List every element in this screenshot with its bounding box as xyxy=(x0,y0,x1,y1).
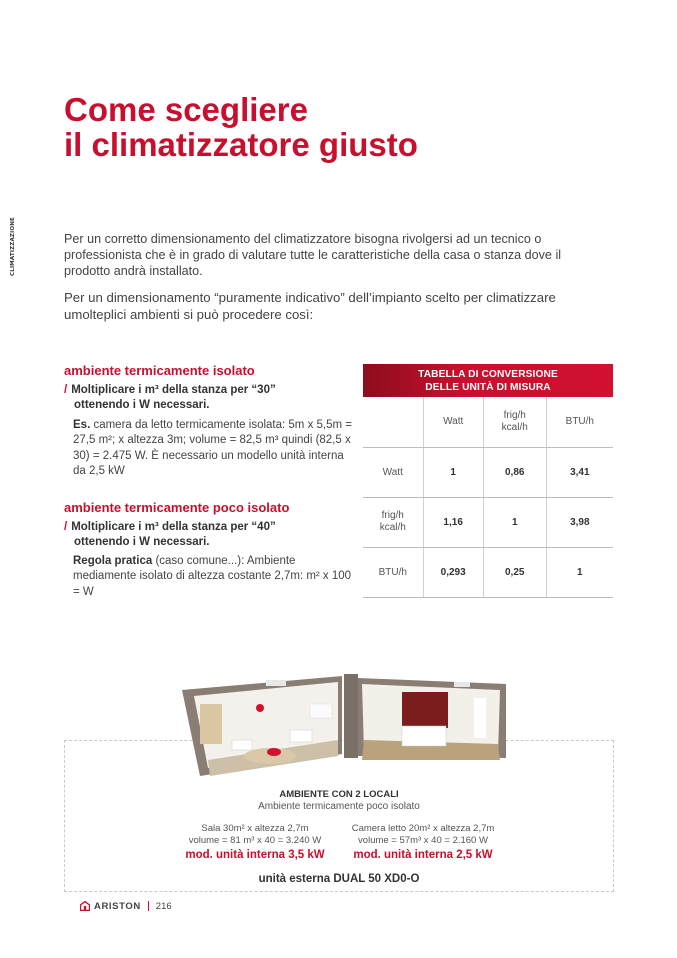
brand-name: ARISTON xyxy=(94,900,141,912)
table-cell: 1 xyxy=(546,547,613,597)
section1-rule-line2: ottenendo i W necessari. xyxy=(74,399,210,411)
title-line2-bold: climatizzatore giusto xyxy=(91,126,418,163)
section2-rule-line2: ottenendo i W necessari. xyxy=(74,536,210,548)
slash-marker: / xyxy=(64,521,68,533)
side-section-label: CLIMATIZZAZIONE xyxy=(10,217,16,276)
table-row xyxy=(363,447,613,497)
table-cell: 0,86 xyxy=(483,447,546,497)
indoor-unit-icon xyxy=(266,680,286,686)
section1-note-text: camera da letto termicamente isolata: 5m x 5,5m = 27,5 m²; x altezza 3m; volume = 82,5 m³ quindi (82,5 x 30) = 2.475 W. È necessario un modello unità interna da 2,5 kW xyxy=(73,419,353,478)
column-header: Watt xyxy=(423,397,483,447)
row-label: BTU/h xyxy=(363,547,423,597)
room-illustration xyxy=(170,668,522,780)
table-row xyxy=(363,497,613,547)
table-corner-cell xyxy=(363,397,423,447)
table-header-row xyxy=(363,397,613,447)
table-cell: 1,16 xyxy=(423,497,483,547)
row-label: frig/h kcal/h xyxy=(363,497,423,547)
column-header: frig/h kcal/h xyxy=(483,397,546,447)
column-header: BTU/h xyxy=(546,397,613,447)
conversion-table xyxy=(363,397,613,598)
table-cell: 0,293 xyxy=(423,547,483,597)
left-line1: Sala 30m² x altezza 2,7m xyxy=(201,823,309,834)
example-right-column xyxy=(338,823,508,861)
left-model: mod. unità interna 3,5 kW xyxy=(185,849,325,861)
section1-rule-line1: Moltiplicare i m³ della stanza per “30” xyxy=(71,384,276,396)
section2-note xyxy=(73,554,358,600)
section2-rule xyxy=(64,520,354,550)
section1-rule xyxy=(64,383,354,413)
table-cell: 0,25 xyxy=(483,547,546,597)
intro-paragraph-1: Per un corretto dimensionamento del climatizzatore bisogna rivolgersi ad un tecnico o professionista che è in grado di valutare tutte le caratteristiche della casa o stanza dove il prodotto andrà installato. xyxy=(64,232,562,279)
right-model: mod. unità interna 2,5 kW xyxy=(353,849,493,861)
conversion-table-title-line1: TABELLA DI CONVERSIONE xyxy=(418,369,558,380)
example-title: AMBIENTE CON 2 LOCALI xyxy=(279,789,399,800)
section1-note-bold: Es. xyxy=(73,419,91,431)
footer-separator xyxy=(148,901,149,911)
outdoor-unit: unità esterna DUAL 50 XD0-O xyxy=(258,873,420,885)
example-left-column xyxy=(170,823,340,861)
right-line1: Camera letto 20m² x altezza 2,7m xyxy=(351,823,495,834)
section1-heading: ambiente termicamente isolato xyxy=(64,363,255,378)
section2-rule-line1: Moltiplicare i m³ della stanza per “40” xyxy=(71,521,276,533)
conversion-table-header xyxy=(363,364,613,397)
section1-note xyxy=(73,418,358,480)
table-row xyxy=(363,547,613,597)
section2-note-bold: Regola pratica xyxy=(73,555,153,567)
table-cell: 3,98 xyxy=(546,497,613,547)
section2-note-text: (caso comune...): Ambiente mediamente isolato di altezza costante 2,7m: m² x 100 = W xyxy=(73,555,352,598)
table-cell: 3,41 xyxy=(546,447,613,497)
row-label: Watt xyxy=(363,447,423,497)
page-number: 216 xyxy=(155,900,172,912)
right-line2: volume = 57m³ x 40 = 2.160 W xyxy=(358,835,488,846)
footer xyxy=(80,899,172,913)
left-line2: volume = 81 m³ x 40 = 3.240 W xyxy=(188,835,322,846)
intro-paragraph-2: Per un dimensionamento “puramente indicativo” dell’impianto scelto per climatizzare umolteplici ambienti si può procedere così: xyxy=(64,290,556,322)
table-cell: 1 xyxy=(423,447,483,497)
example-subtitle: Ambiente termicamente poco isolato xyxy=(258,801,420,812)
page-title xyxy=(64,92,624,162)
title-line2-prefix: il xyxy=(64,126,92,163)
ariston-logo-icon xyxy=(80,901,90,911)
title-line1: Come scegliere xyxy=(64,91,308,128)
table-cell: 1 xyxy=(483,497,546,547)
conversion-table-title-line2: DELLE UNITÀ DI MISURA xyxy=(425,382,551,393)
section2-heading: ambiente termicamente poco isolato xyxy=(64,500,290,515)
slash-marker: / xyxy=(64,384,68,396)
